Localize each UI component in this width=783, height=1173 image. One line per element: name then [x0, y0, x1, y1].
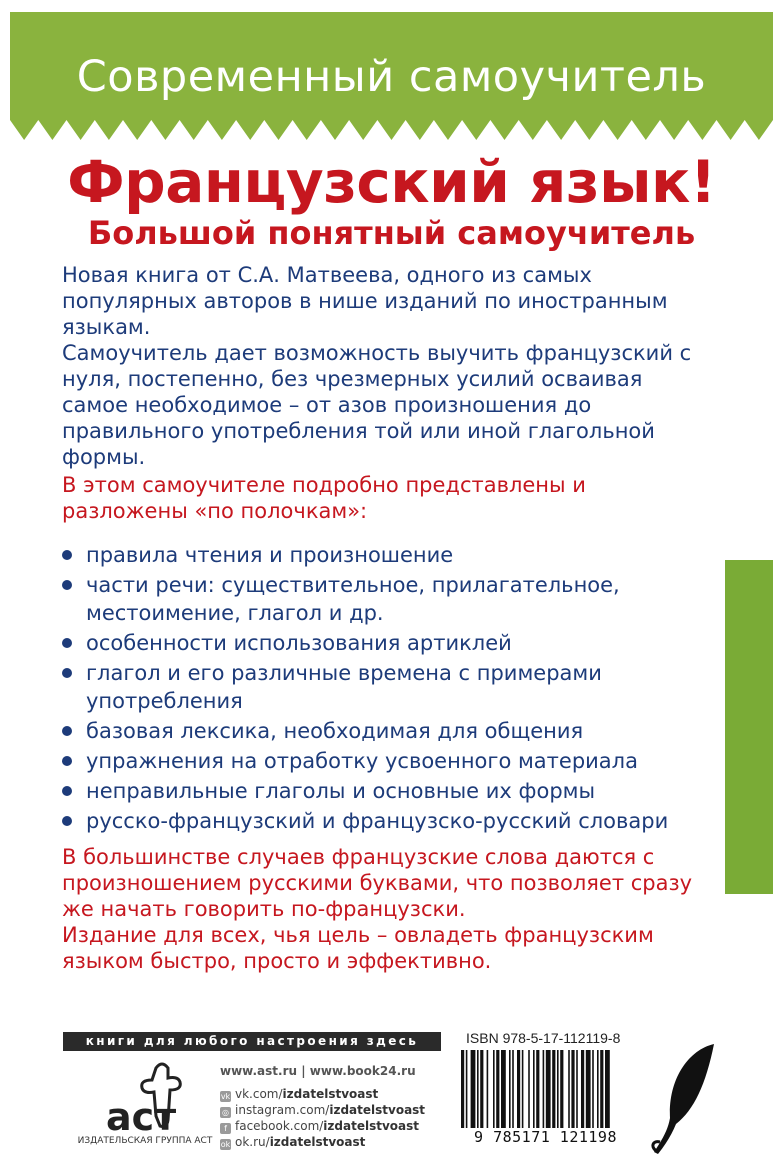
list-item: особенности использования артиклей — [62, 629, 702, 657]
slogan-strip: книги для любого настроения здесь — [63, 1032, 441, 1051]
social-link-facebook[interactable]: f facebook.com/izdatelstvoast — [220, 1118, 425, 1134]
list-item: базовая лексика, необходимая для общения — [62, 717, 702, 745]
social-link-ok[interactable]: ok ok.ru/izdatelstvoast — [220, 1135, 366, 1149]
closing-text — [62, 844, 702, 974]
contents-list — [62, 541, 702, 837]
list-item: глагол и его различные времена с примерами употребления — [62, 659, 702, 715]
series-banner — [10, 12, 773, 140]
bullet-icon — [62, 816, 72, 826]
bullet-icon — [62, 580, 72, 590]
publisher-name: ИЗДАТЕЛЬСКАЯ ГРУППА АСТ — [77, 1136, 213, 1146]
bullet-icon — [62, 726, 72, 736]
facebook-icon: f — [220, 1123, 231, 1134]
list-item: неправильные глаголы и основные их формы — [62, 777, 702, 805]
bullet-icon — [62, 668, 72, 678]
social-links — [220, 1086, 425, 1150]
closing-paragraph-1: В большинстве случаев французские слова даются с произношением русскими буквами, что позволяет сразу же начать говорить по-французски. — [62, 845, 693, 921]
social-link-instagram[interactable]: ◎ instagram.com/izdatelstvoast — [222, 1103, 426, 1117]
intro-text — [62, 262, 702, 470]
bullet-icon — [62, 756, 72, 766]
intro-paragraph-2: Самоучитель дает возможность выучить французский с нуля, постепенно, без чрезмерных усилий осваивая самое необходимое – от азов произношения до правильного употребления той или иной глагольной формы. — [62, 341, 692, 469]
vk-icon: vk — [220, 1092, 231, 1101]
book-subtitle: Большой понятный самоучитель — [87, 214, 696, 252]
isbn-number: ISBN 978-5-17-112119-8 — [466, 1030, 621, 1046]
contents-heading — [62, 472, 702, 524]
feather-quill-icon — [648, 1040, 720, 1158]
book-title: Французский язык! — [67, 148, 716, 216]
barcode-digits: 9 785171 121198 — [474, 1128, 617, 1146]
list-item: упражнения на отработку усвоенного материала — [62, 747, 702, 775]
ast-logo-icon — [78, 1058, 218, 1143]
spine-accent-bar — [725, 560, 773, 894]
bullet-icon — [62, 550, 72, 560]
bullet-icon — [62, 786, 72, 796]
intro-paragraph-1: Новая книга от С.А. Матвеева, одного из самых популярных авторов в нише изданий по иностранным языкам. — [62, 263, 668, 339]
social-link-vk[interactable]: vk vk.com/izdatelstvoast — [220, 1087, 379, 1101]
bullet-icon — [62, 638, 72, 648]
instagram-icon: ◎ — [220, 1107, 231, 1118]
list-item: русско-французский и французско-русский словари — [62, 807, 702, 835]
list-item: правила чтения и произношение — [62, 541, 702, 569]
list-item: части речи: существительное, прилагательное, местоимение, глагол и др. — [62, 571, 702, 627]
website-links[interactable]: www.ast.ru | www.book24.ru — [220, 1064, 416, 1078]
closing-paragraph-2: Издание для всех, чья цель – овладеть французским языком быстро, просто и эффективно. — [62, 923, 654, 973]
contents-heading-text: В этом самоучителе подробно представлены и разложены «по полочкам»: — [62, 473, 586, 523]
odnoklassniki-icon: ok — [220, 1140, 231, 1149]
series-title: Современный самоучитель — [76, 52, 707, 102]
logo-text: аст — [106, 1095, 177, 1139]
